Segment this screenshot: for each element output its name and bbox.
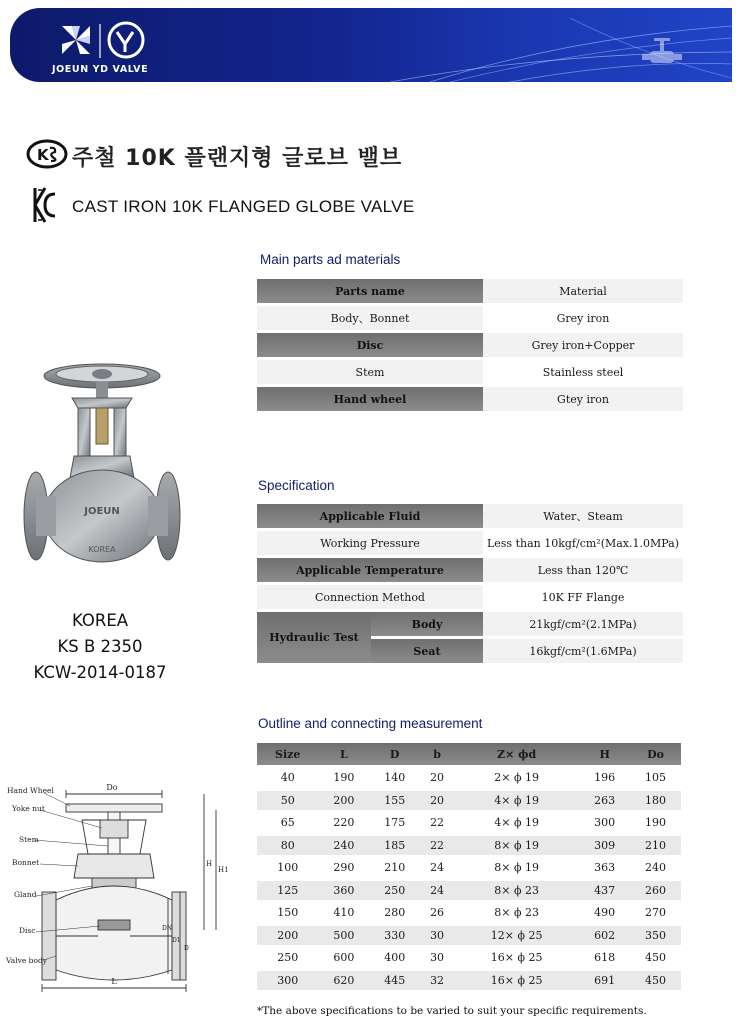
outline-cell: 300: [257, 971, 318, 991]
brand-name: JOEUN YD VALVE: [52, 64, 149, 75]
parts-cell: Disc: [257, 333, 483, 357]
outline-cell: 16× ϕ 25: [490, 951, 543, 965]
outline-column-header: H: [579, 743, 630, 765]
diagram-label-valve-body: Valve body: [6, 956, 48, 965]
title-english: CAST IRON 10K FLANGED GLOBE VALVE: [72, 197, 415, 216]
table-row: [257, 333, 683, 357]
outline-cell: 490: [594, 906, 616, 920]
pinwheel-logo-icon: [62, 26, 90, 54]
outline-cell: 220: [333, 816, 355, 830]
dim-dn-label: DN: [162, 925, 173, 932]
photo-origin-mark: KOREA: [88, 545, 116, 554]
outline-cell: 4× ϕ 19: [494, 816, 539, 830]
svg-text:K: K: [37, 146, 49, 164]
outline-cell: 180: [630, 791, 681, 811]
spec-cell: 10K FF Flange: [483, 585, 683, 609]
outline-cell: 175: [384, 816, 406, 830]
outline-section-title: Outline and connecting measurement: [258, 716, 483, 731]
valve-silhouette-icon: [642, 38, 682, 63]
hydraulic-test-label: Hydraulic Test: [257, 612, 371, 663]
table-row: [257, 768, 681, 788]
outline-cell: 8× ϕ 19: [454, 836, 579, 856]
outline-cell: 250: [277, 951, 299, 965]
outline-cell: 450: [630, 971, 681, 991]
standard-kcw: KCW-2014-0187: [33, 663, 167, 682]
hydraulic-body-label: Body: [371, 612, 483, 636]
outline-cell: 450: [645, 951, 667, 965]
spec-cell: Applicable Fluid: [257, 504, 483, 528]
outline-cell: 125: [257, 881, 318, 901]
outline-cell: 240: [645, 861, 667, 875]
table-row: [257, 881, 681, 901]
spec-cell: Applicable Temperature: [257, 558, 483, 582]
table-row: [257, 558, 683, 582]
outline-cell: 32: [420, 971, 454, 991]
outline-cell: 620: [318, 971, 369, 991]
outline-cell: 4× ϕ 19: [454, 791, 579, 811]
outline-cell: 50: [257, 791, 318, 811]
dim-d1-label: D1: [172, 937, 181, 944]
diagram-label-yoke-nut: Yoke nut: [12, 804, 45, 813]
outline-cell: 190: [645, 816, 667, 830]
outline-column-header: D: [369, 743, 420, 765]
outline-cell: 12× ϕ 25: [454, 926, 579, 946]
parts-cell: Grey iron+Copper: [483, 333, 683, 357]
outline-column-header: Do: [630, 743, 681, 765]
photo-brand-mark: JOEUN: [84, 506, 120, 517]
table-row: [257, 926, 681, 946]
outline-cell: 200: [257, 926, 318, 946]
table-row: [257, 813, 681, 833]
diagram-label-disc: Disc: [19, 926, 36, 935]
outline-cell: 8× ϕ 23: [494, 906, 539, 920]
parts-cell: Stem: [257, 360, 483, 384]
spec-cell: Working Pressure: [257, 531, 483, 555]
outline-cell: 20: [430, 771, 445, 785]
outline-cell: 330: [369, 926, 420, 946]
table-row: [257, 360, 683, 384]
outline-cell: 30: [430, 951, 445, 965]
outline-cell: 20: [420, 791, 454, 811]
outline-cell: 260: [630, 881, 681, 901]
table-row: [257, 836, 681, 856]
table-row: [257, 585, 683, 609]
spec-cell: Water、Steam: [483, 504, 683, 528]
parts-cell: Gtey iron: [483, 387, 683, 411]
valve-diagram: [4, 780, 234, 1000]
outline-cell: 24: [430, 861, 445, 875]
parts-cell: Hand wheel: [257, 387, 483, 411]
outline-cell: 250: [369, 881, 420, 901]
outline-cell: 618: [594, 951, 616, 965]
header-banner: [10, 8, 732, 82]
outline-cell: 400: [384, 951, 406, 965]
table-row: [257, 387, 683, 411]
ks-mark-icon: [26, 139, 68, 169]
yd-logo-icon: [109, 23, 143, 57]
outline-cell: 190: [333, 771, 355, 785]
hydraulic-seat-value: 16kgf/cm²(1.6MPa): [483, 639, 683, 663]
outline-cell: 8× ϕ 19: [494, 861, 539, 875]
outline-cell: 105: [645, 771, 667, 785]
kc-mark-icon: [32, 186, 58, 224]
outline-cell: 263: [579, 791, 630, 811]
table-row: [257, 858, 681, 878]
outline-cell: 16× ϕ 25: [454, 971, 579, 991]
outline-cell: 290: [333, 861, 355, 875]
parts-section-title: Main parts ad materials: [260, 252, 401, 267]
standard-country: KOREA: [71, 611, 129, 630]
outline-table: [257, 740, 681, 993]
table-row: [257, 504, 683, 528]
outline-cell: 8× ϕ 23: [454, 881, 579, 901]
outline-cell: 410: [333, 906, 355, 920]
outline-cell: 196: [594, 771, 616, 785]
outline-cell: 150: [277, 906, 299, 920]
parts-cell: Body、Bonnet: [257, 306, 483, 330]
dim-l-label: L: [111, 977, 117, 986]
outline-cell: 26: [430, 906, 445, 920]
outline-cell: 350: [630, 926, 681, 946]
standard-ks: KS B 2350: [57, 637, 143, 656]
table-row: [257, 948, 681, 968]
outline-cell: 24: [420, 881, 454, 901]
parts-cell: Grey iron: [483, 306, 683, 330]
parts-table: [257, 276, 683, 414]
spec-table: [257, 501, 683, 666]
dim-h-label: H: [206, 860, 213, 868]
outline-cell: 65: [280, 816, 295, 830]
spec-cell: Less than 120℃: [483, 558, 683, 582]
outline-cell: 602: [579, 926, 630, 946]
diagram-label-stem: Stem: [19, 835, 39, 844]
title-korean: 주철 10K 플랜지형 글로브 밸브: [72, 146, 403, 171]
outline-cell: 200: [318, 791, 369, 811]
dim-d-label: D: [184, 945, 189, 952]
outline-cell: 210: [384, 861, 406, 875]
outline-column-header: L: [318, 743, 369, 765]
spec-cell: Less than 10kgf/cm²(Max.1.0MPa): [483, 531, 683, 555]
table-row: [257, 612, 683, 636]
outline-cell: 691: [579, 971, 630, 991]
parts-header-name: Parts name: [257, 279, 483, 303]
table-row: [257, 306, 683, 330]
outline-cell: 360: [318, 881, 369, 901]
footnote: *The above specifications to be varied to suit your specific requirements.: [257, 1005, 647, 1017]
outline-cell: 2× ϕ 19: [494, 771, 539, 785]
table-row: [257, 791, 681, 811]
outline-cell: 100: [277, 861, 299, 875]
table-row: [257, 531, 683, 555]
dim-h1-label: H1: [218, 866, 229, 874]
table-header-row: [257, 743, 681, 765]
outline-cell: 600: [333, 951, 355, 965]
outline-cell: 280: [384, 906, 406, 920]
table-row: [257, 903, 681, 923]
outline-cell: 270: [645, 906, 667, 920]
diagram-label-hand-wheel: Hand Wheel: [7, 786, 54, 795]
spec-section-title: Specification: [258, 478, 335, 493]
outline-cell: 185: [369, 836, 420, 856]
outline-cell: 210: [630, 836, 681, 856]
table-row: [257, 279, 683, 303]
outline-column-header: Size: [257, 743, 318, 765]
hydraulic-body-value: 21kgf/cm²(2.1MPa): [483, 612, 683, 636]
outline-cell: 22: [430, 816, 445, 830]
outline-cell: 30: [420, 926, 454, 946]
parts-cell: Stainless steel: [483, 360, 683, 384]
diagram-label-gland: Gland: [14, 890, 37, 899]
outline-column-header: Z× ϕd: [454, 743, 579, 765]
hydraulic-seat-label: Seat: [371, 639, 483, 663]
outline-cell: 40: [280, 771, 295, 785]
valve-photo: [22, 356, 192, 586]
spec-cell: Connection Method: [257, 585, 483, 609]
parts-header-material: Material: [483, 279, 683, 303]
outline-cell: 445: [369, 971, 420, 991]
outline-cell: 22: [420, 836, 454, 856]
table-row: [257, 971, 681, 991]
outline-cell: 309: [579, 836, 630, 856]
outline-cell: 437: [579, 881, 630, 901]
outline-cell: 155: [369, 791, 420, 811]
outline-cell: 80: [257, 836, 318, 856]
outline-cell: 363: [594, 861, 616, 875]
outline-column-header: b: [420, 743, 454, 765]
outline-cell: 500: [318, 926, 369, 946]
outline-cell: 300: [594, 816, 616, 830]
diagram-label-bonnet: Bonnet: [12, 858, 40, 867]
outline-cell: 240: [318, 836, 369, 856]
outline-cell: 140: [384, 771, 406, 785]
dim-do-label: Do: [106, 783, 118, 792]
